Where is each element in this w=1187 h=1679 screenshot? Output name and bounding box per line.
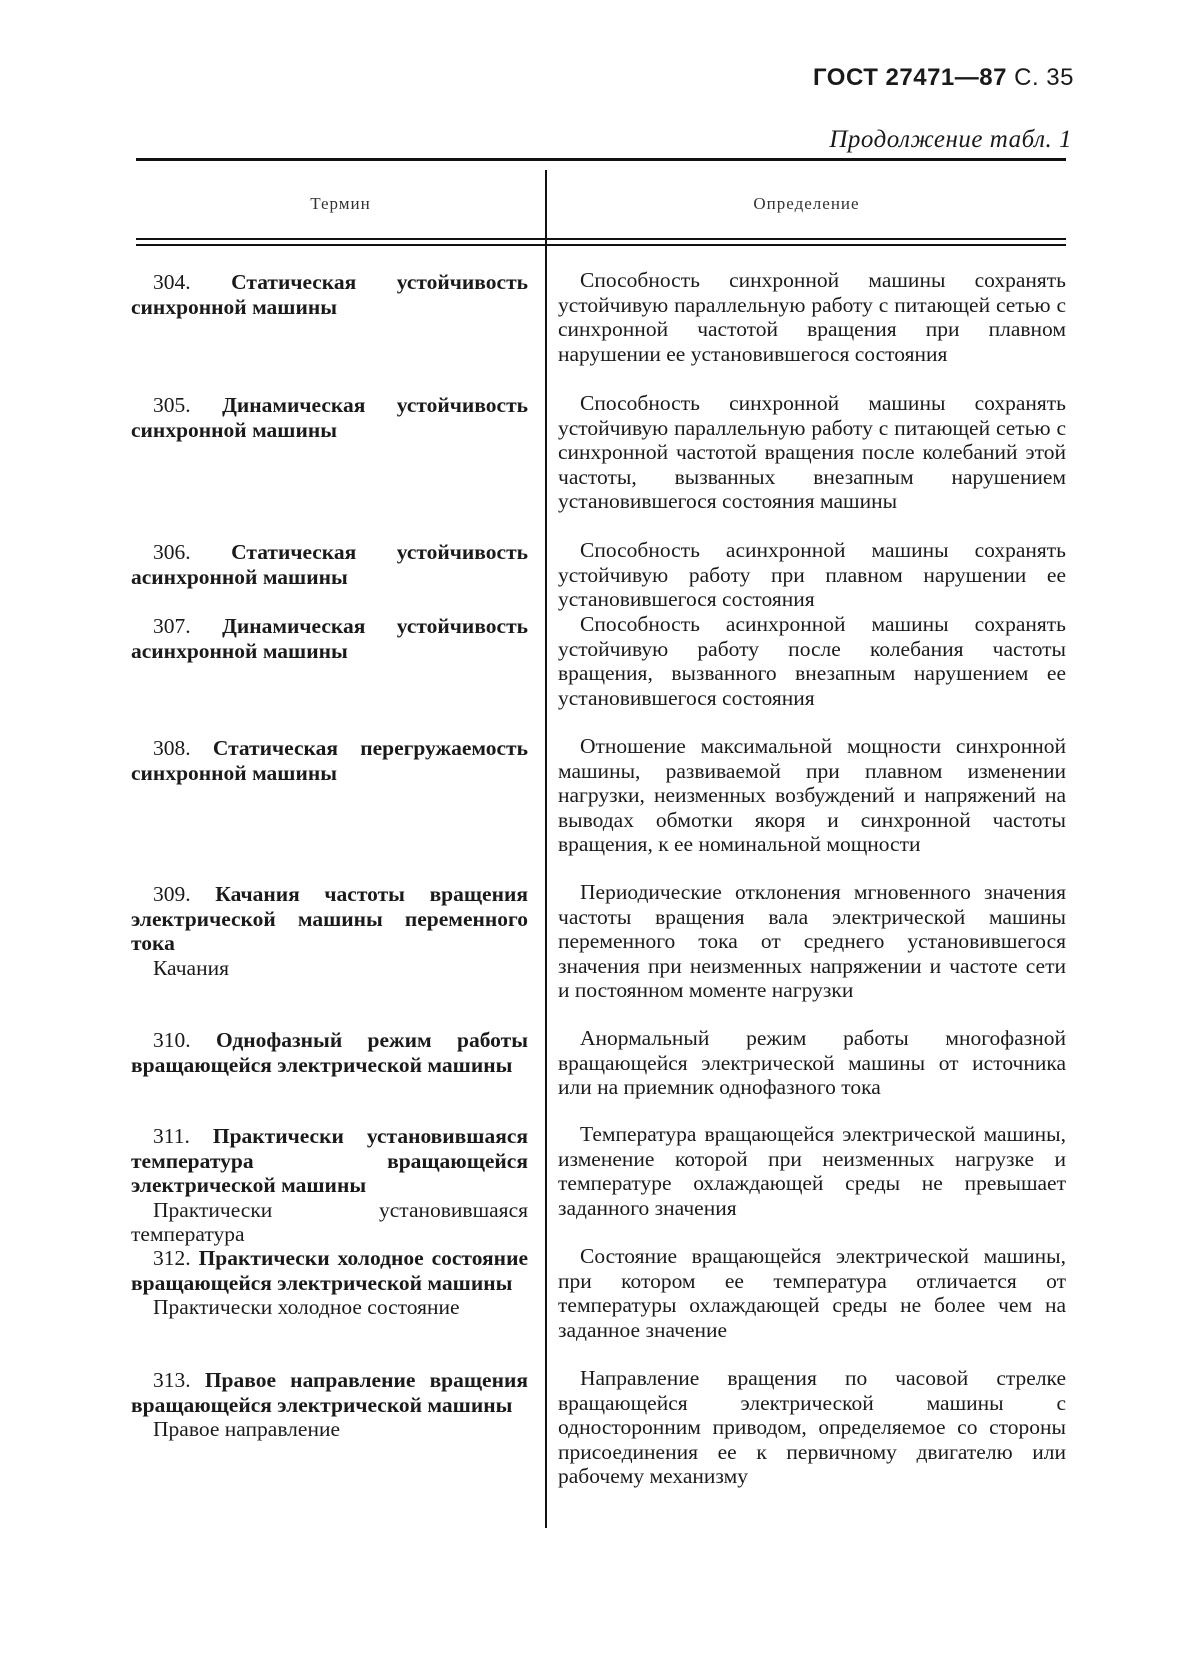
term-307: 307. Динамическая устойчивость асинхронной машины xyxy=(131,614,529,663)
column-divider xyxy=(545,170,547,1528)
term-308: 308. Статическая перегружаемость синхронной машины xyxy=(131,736,528,785)
column-header-term: Термин xyxy=(310,194,371,213)
definition-304: Способность синхронной машины сохранять устойчивую параллельную работу с питающей сетью с синхронной частотой вращения при плавном нарушении ее установившегося состояния xyxy=(558,268,1066,366)
term-313: 313. Правое направление вращения вращающейся электрической машины Правое направление xyxy=(131,1368,528,1441)
term-309: 309. Качания частоты вращения электрической машины переменного тока Качания xyxy=(131,882,528,980)
header-bottom-rule xyxy=(136,238,1066,240)
term-305: 305. Динамическая устойчивость синхронной машины xyxy=(131,393,529,442)
definition-310: Анормальный режим работы многофазной вращающейся электрической машины от источника или на приемник однофазного тока xyxy=(558,1026,1066,1099)
definition-313: Направление вращения по часовой стрелке вращающейся электрической машины с односторонним приводом, определяемое со стороны присоединения ее к первичному двигателю или рабочему механизму xyxy=(558,1366,1066,1488)
synonym-309: Качания xyxy=(153,955,229,980)
page-header xyxy=(813,64,1074,92)
synonym-313: Правое направление xyxy=(153,1417,341,1441)
standard-number: ГОСТ 27471—87 xyxy=(813,64,1007,91)
table-continuation-label: Продолжение табл. 1 xyxy=(829,126,1072,153)
term-310: 310. Однофазный режим работы вращающейся электрической машины xyxy=(131,1028,528,1077)
synonym-311: Практически установившаяся температура xyxy=(131,1197,528,1246)
synonym-312: Практически холодное состояние xyxy=(153,1295,460,1319)
definition-305: Способность синхронной машины сохранять устойчивую параллельную работу с питающей сетью с синхронной частотой вращения после колебаний этой частоты, вызванных внезапным нарушением установившегося состояния машины xyxy=(558,391,1066,513)
term-304: 304. Статическая устойчивость синхронной машины xyxy=(131,270,528,319)
definition-308: Отношение максимальной мощности синхронной машины, развиваемой при плавном изменении нагрузки, неизменных возбуждений и напряжений на выводах обмотки якоря и синхронной частоты вращения, к ее номинальной мощности xyxy=(558,734,1066,856)
term-312: 312. Практически холодное состояние вращающейся электрической машины Практически холодное состояние xyxy=(131,1246,528,1319)
definition-312: Состояние вращающейся электрической машины, при котором ее температура отличается от температуры охлаждающей среды не более чем на заданное значение xyxy=(558,1244,1066,1342)
page-number: С. 35 xyxy=(1014,64,1074,91)
term-306: 306. Статическая устойчивость асинхронной машины xyxy=(131,540,528,589)
definition-306: Способность асинхронной машины сохранять устойчивую работу при плавном нарушении ее установившегося состояния xyxy=(558,538,1066,611)
term-311: 311. Практически установившаяся температура вращающейся электрической машины Практически установившаяся температура xyxy=(131,1124,528,1246)
header-bottom-rule-2 xyxy=(136,244,1066,246)
definition-307: Способность асинхронной машины сохранять устойчивую работу после колебания частоты вращения, вызванного внезапным нарушением ее установившегося состояния xyxy=(558,612,1066,710)
definition-309: Периодические отклонения мгновенного значения частоты вращения вала электрической машины переменного тока от среднего установившегося значения при неизменных напряжении и частоте сети и постоянном моменте нагрузки xyxy=(558,880,1066,1002)
column-header-definition: Определение xyxy=(753,194,860,213)
table-top-rule xyxy=(136,158,1066,161)
definition-311: Температура вращающейся электрической машины, изменение которой при неизменных нагрузке и температуре охлаждающей среды не превышает заданного значения xyxy=(558,1122,1066,1220)
